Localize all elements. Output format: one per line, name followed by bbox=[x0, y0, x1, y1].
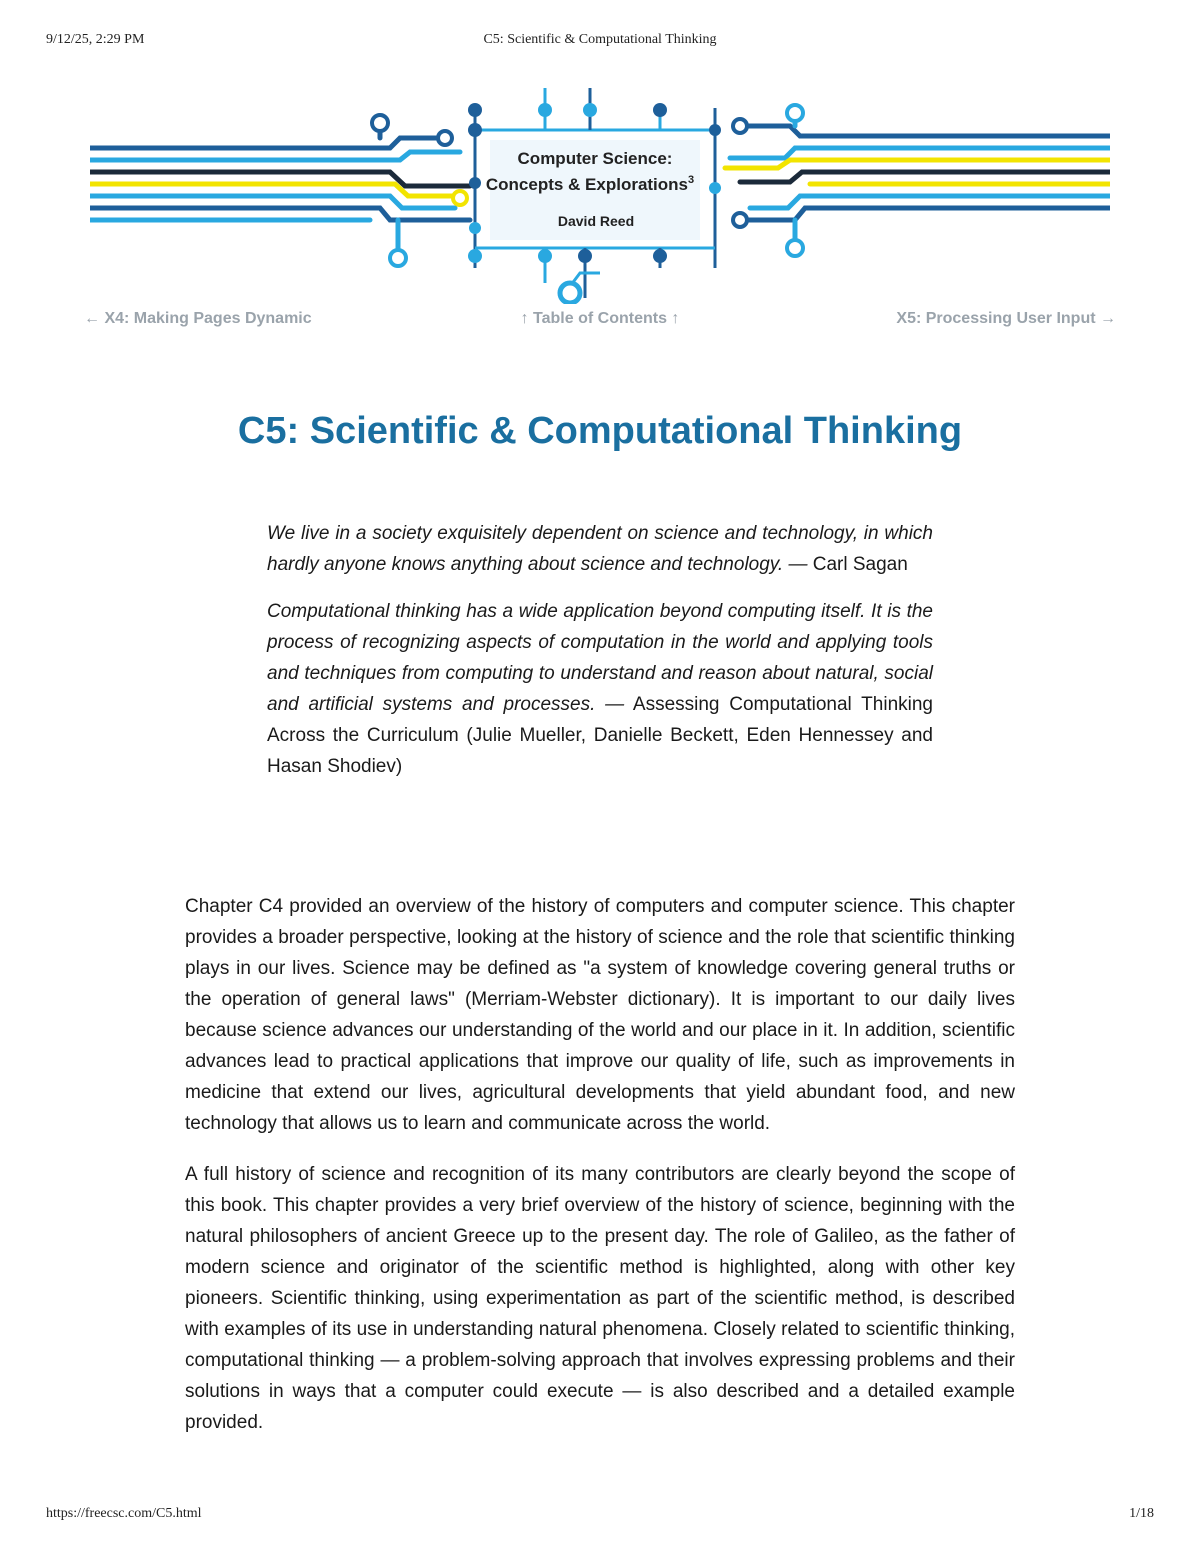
quote-attribution: Assessing Computational Thinking Across the Curriculum (Julie Mueller, Danielle Beckett, Eden Hennessey and Hasan Shodiev) bbox=[267, 694, 933, 777]
circuit-banner-graphic bbox=[90, 68, 1110, 304]
epigraph-quotes bbox=[267, 518, 933, 798]
quote-text: Computational thinking has a wide application beyond computing itself. It is the process of recognizing aspects of computation in the world and applying tools and techniques from computing to understand and reason about natural, social and artificial systems and processes. — bbox=[267, 601, 933, 715]
page-title: C5: Scientific & Computational Thinking bbox=[237, 410, 963, 452]
next-chapter-link[interactable]: X5: Processing User Input → bbox=[896, 310, 1116, 327]
quote-text: We live in a society exquisitely dependent on science and technology, in which hardly anyone knows anything about science and technology. — bbox=[267, 523, 933, 575]
print-footer bbox=[46, 1506, 1154, 1526]
print-header bbox=[46, 32, 1154, 52]
print-page-number: 1/18 bbox=[1129, 1506, 1154, 1521]
chapter-navigation bbox=[84, 310, 1116, 336]
print-page-title: C5: Scientific & Computational Thinking bbox=[483, 32, 717, 47]
print-date: 9/12/25, 2:29 PM bbox=[46, 32, 145, 47]
print-url[interactable]: https://freecsc.com/C5.html bbox=[46, 1506, 202, 1521]
quote-mueller bbox=[267, 596, 933, 782]
banner-superscript: 3 bbox=[688, 174, 695, 186]
table-of-contents-link[interactable]: ↑ Table of Contents ↑ bbox=[520, 310, 680, 327]
banner-title-line1: Computer Science: bbox=[517, 149, 673, 168]
intro-paragraph-2: A full history of science and recognition of its many contributors are clearly beyond the scope of this book. This chapter provides a very brief overview of the history of science, beginning with the natural philosophers of ancient Greece up to the present day. The role of Galileo, as the father of modern science and originator of the scientific method is highlighted, along with other key pioneers. Scientific thinking, using experimentation as part of the scientific method, is described with examples of its use in understanding natural phenomena. Closely related to scientific thinking, computational thinking — a problem-solving approach that involves expressing problems and their solutions in ways that a computer could execute — is also described and a detailed example provided. bbox=[185, 1164, 1015, 1433]
banner-title-line2 bbox=[486, 174, 694, 194]
left-circuit-traces bbox=[90, 126, 470, 253]
book-banner bbox=[90, 68, 1110, 304]
prev-chapter-link[interactable]: ← X4: Making Pages Dynamic bbox=[84, 310, 312, 327]
right-circuit-traces bbox=[725, 116, 1110, 243]
intro-paragraph-1: Chapter C4 provided an overview of the history of computers and computer science. This chapter provides a broader perspective, looking at the history of science and the role that scientific thinking plays in our lives. Science may be defined as "a system of knowledge covering general truths or the operation of general laws" (Merriam-Webster dictionary). It is important to our daily lives because science advances our understanding of the world and our place in it. In addition, scientific advances lead to practical applications that improve our quality of life, such as improvements in medicine that extend our lives, agricultural developments that yield abundant food, and new technology that allows us to learn and communicate across the world. bbox=[185, 896, 1015, 1134]
chapter-intro bbox=[185, 891, 1015, 1458]
quote-sagan bbox=[267, 518, 933, 580]
banner-author: David Reed bbox=[557, 213, 635, 229]
banner-title-line2-text: Concepts & Explorations bbox=[485, 175, 689, 194]
quote-attribution: Carl Sagan bbox=[812, 554, 908, 575]
